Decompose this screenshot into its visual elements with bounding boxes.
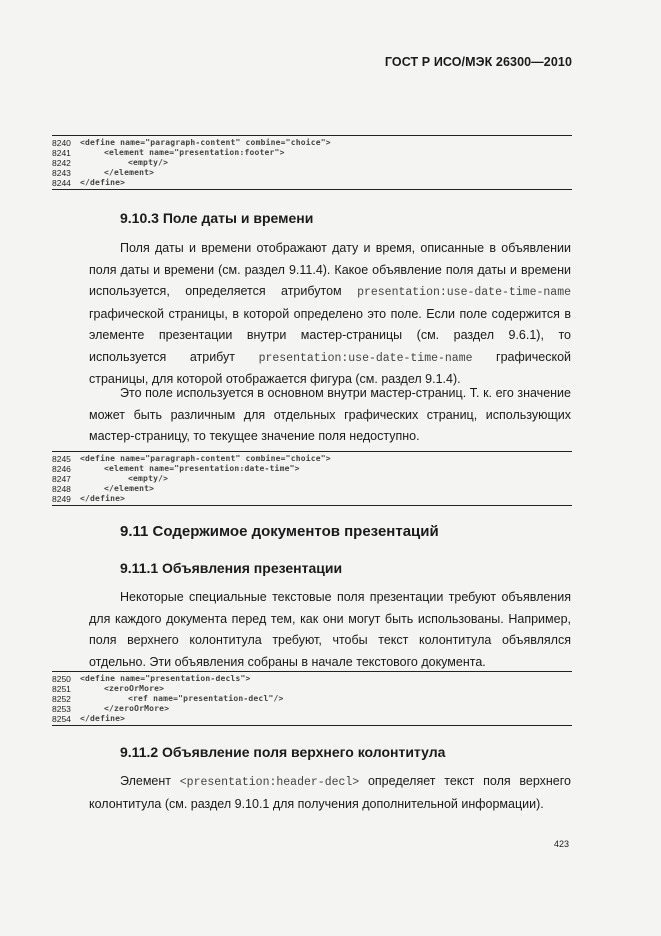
code-line: 8244 </define> bbox=[52, 178, 126, 188]
code-line: 8247 <empty/> bbox=[52, 474, 169, 484]
code-line: 8251 <zeroOrMore> bbox=[52, 684, 165, 694]
code-line: 8249 </define> bbox=[52, 494, 126, 504]
code-line: 8248 </element> bbox=[52, 484, 155, 494]
paragraph-header-decl: Элемент <presentation:header-decl> определяет текст поля верхнего колонтитула (см. раздел 9.10.1 для получения дополнительной информации). bbox=[89, 774, 571, 811]
code-block-1 bbox=[52, 135, 572, 190]
heading-9-11-2: 9.11.2 Объявление поля верхнего колонтитула bbox=[120, 744, 446, 760]
code-line: 8242 <empty/> bbox=[52, 158, 169, 168]
code-line: 8240 <define name="paragraph-content" combine="choice"> bbox=[52, 138, 331, 148]
standard-header: ГОСТ Р ИСО/МЭК 26300—2010 bbox=[384, 55, 572, 69]
heading-9-10-3: 9.10.3 Поле даты и времени bbox=[120, 210, 314, 226]
heading-9-11-1: 9.11.1 Объявления презентации bbox=[120, 560, 343, 576]
paragraph-presentation-decls: Некоторые специальные текстовые поля презентации требуют объявления для каждого документа перед тем, как они могут быть использованы. Например, поля верхнего колонтитула требуют, чтобы текст колонтитула объявлялся отдельно. Эти объявления собраны в начале текстового документа. bbox=[89, 590, 571, 669]
code-block-3 bbox=[52, 671, 572, 726]
inline-code: presentation:use-date-time-name bbox=[357, 286, 571, 299]
code-line: 8246 <element name="presentation:date-time"> bbox=[52, 464, 300, 474]
code-line: 8253 </zeroOrMore> bbox=[52, 704, 170, 714]
paragraph-date-time-fields: Поля даты и времени отображают дату и время, описанные в объявлении поля даты и времени (см. раздел 9.11.4). Какое объявление поля даты и времени используется, определяется атрибутом presentation:use-date-time-name графической страницы, в которой определено это поле. Если поле содержится в элементе презентации внутри мастер-страницы (см. раздел 9.6.1), то используется атрибут presentation:use-date-time-name графической страницы, для которой отображается фигура (см. раздел 9.1.4). bbox=[89, 241, 572, 386]
heading-9-11: 9.11 Содержимое документов презентаций bbox=[120, 523, 439, 540]
code-line: 8252 <ref name="presentation-decl"/> bbox=[52, 694, 284, 704]
code-line: 8254 </define> bbox=[52, 714, 126, 724]
page-number: 423 bbox=[553, 839, 569, 849]
code-block-2 bbox=[52, 451, 572, 506]
code-line: 8243 </element> bbox=[52, 168, 155, 178]
inline-code: presentation:use-date-time-name bbox=[258, 351, 473, 365]
code-line: 8241 <element name="presentation:footer"> bbox=[52, 148, 285, 158]
code-line: 8245 <define name="paragraph-content" combine="choice"> bbox=[52, 454, 331, 464]
inline-code: <presentation:header-decl> bbox=[179, 776, 360, 789]
code-line: 8250 <define name="presentation-decls"> bbox=[52, 674, 251, 684]
paragraph-master-pages: Это поле используется в основном внутри мастер-страниц. Т. к. его значение может быть различным для отдельных графических страниц, использующих мастер-страницу, то текущее значение поля недоступно. bbox=[89, 386, 571, 443]
